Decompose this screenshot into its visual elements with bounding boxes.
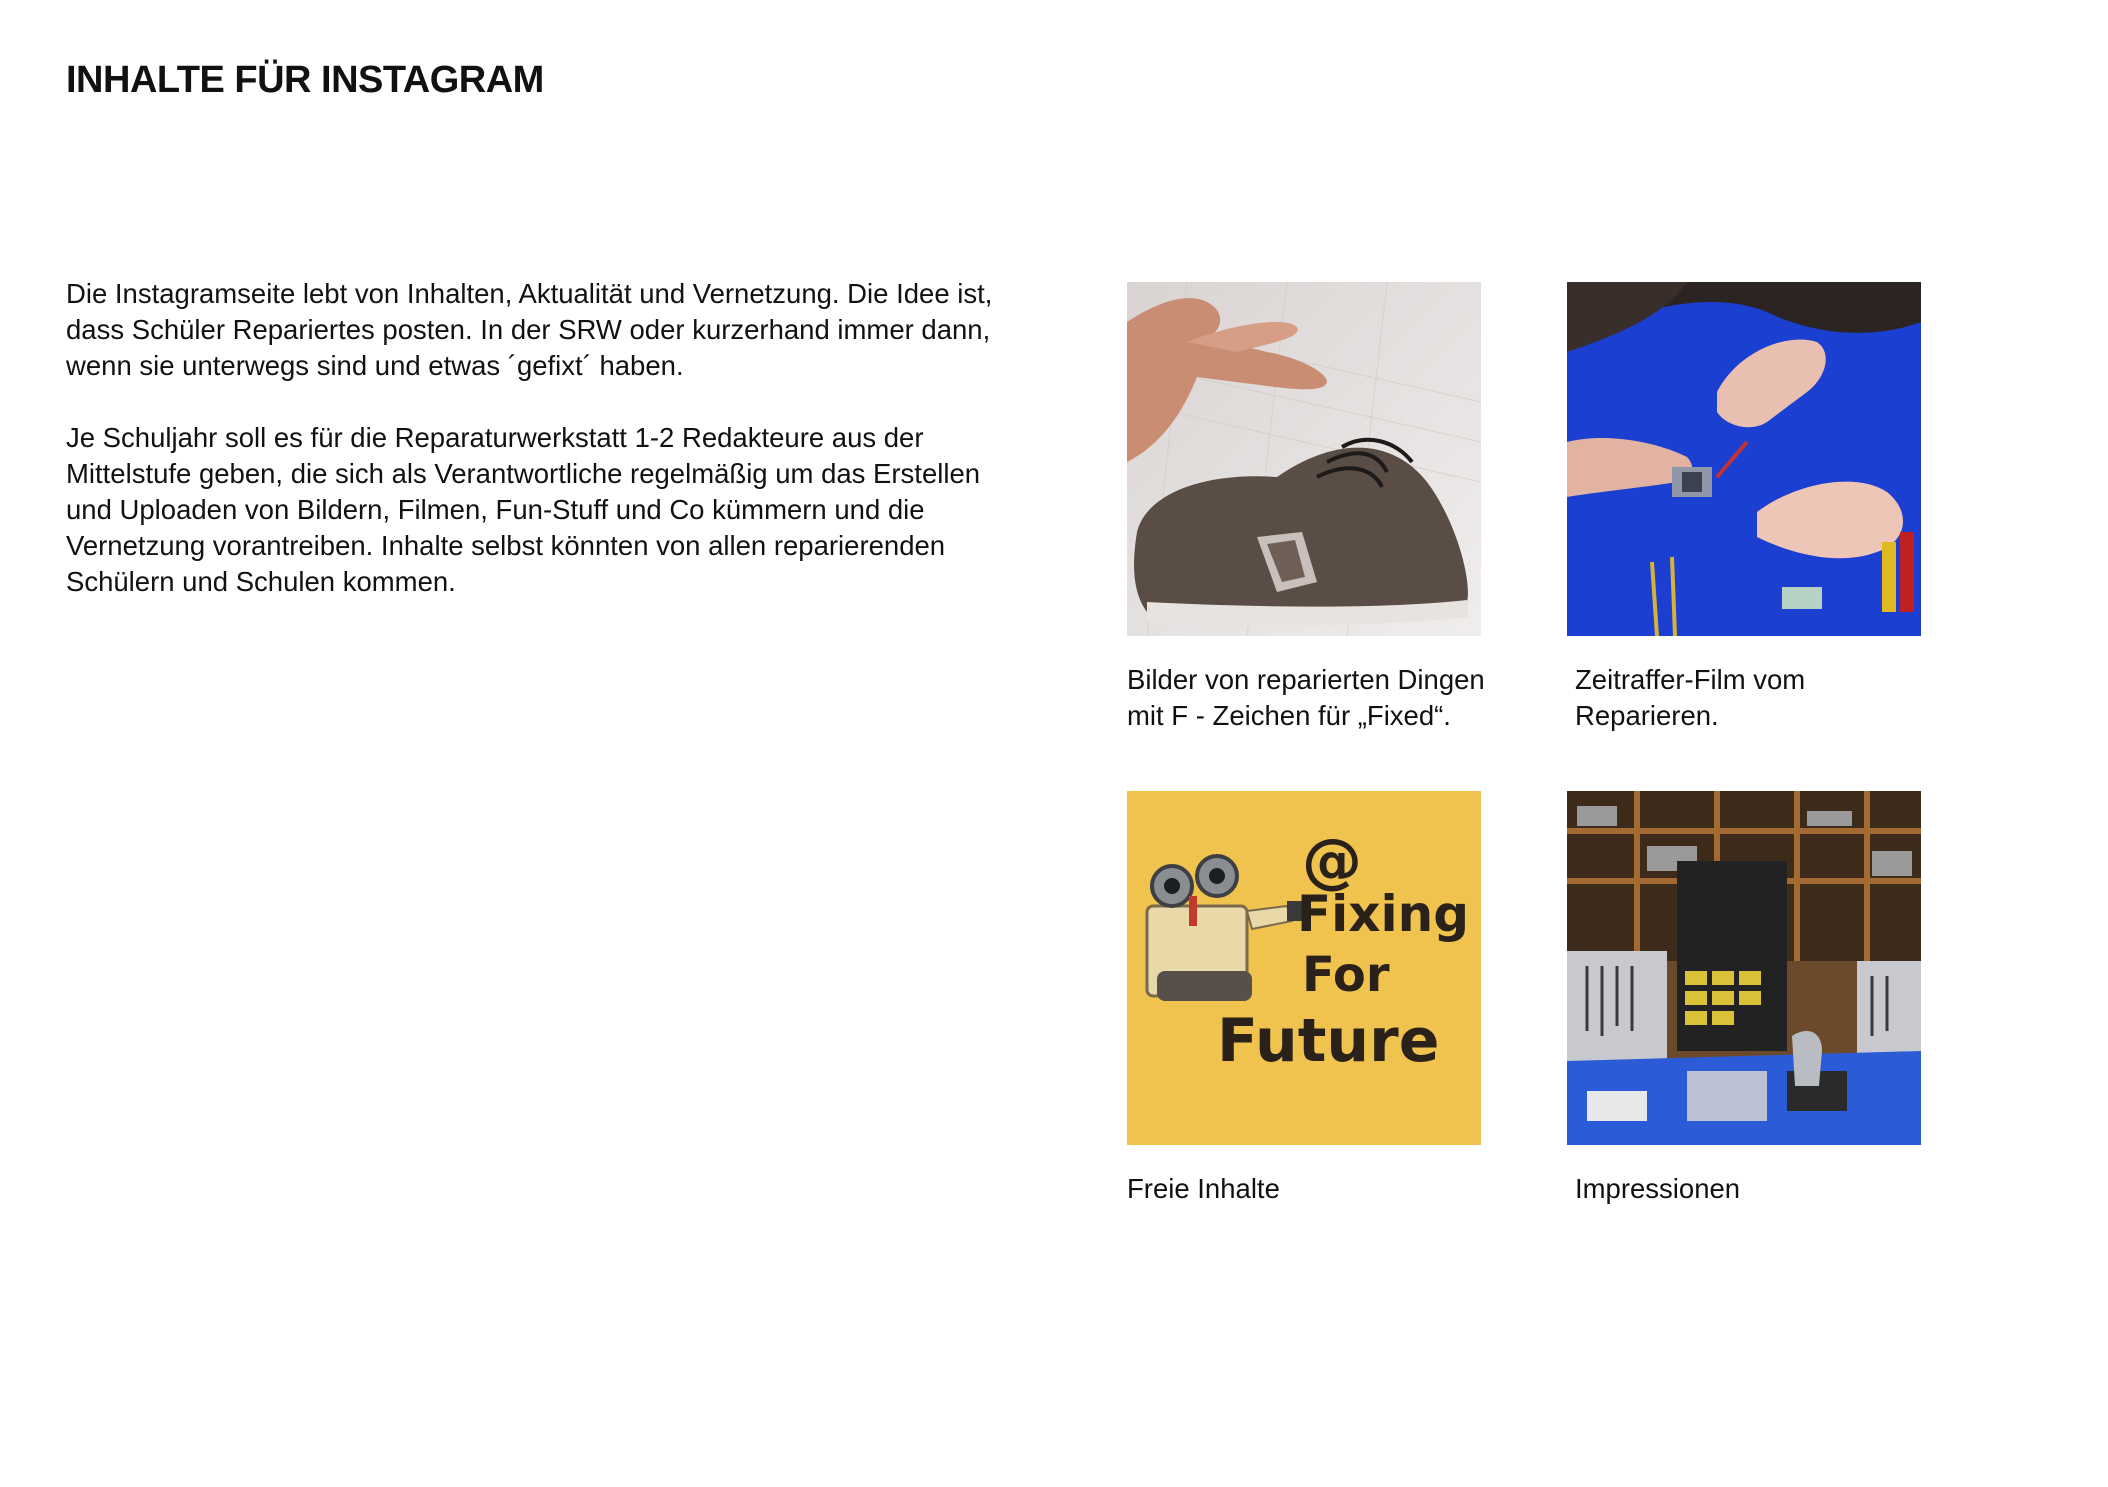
poster-word-future: Future [1217, 1006, 1440, 1076]
workshop-impression-photo [1567, 791, 1921, 1145]
content-tile-free [1127, 791, 1485, 1207]
poster-word-fixing: Fixing [1297, 885, 1470, 943]
intro-paragraph: Die Instagramseite lebt von Inhalten, Aktualität und Vernetzung. Die Idee ist, dass Schüler Repariertes posten. In der SRW oder kurzerhand immer dann, wenn sie unterwegs sind und etwas ´gefixt´ haben. [66, 278, 993, 381]
tile-caption: Zeitraffer-Film vom Reparieren. [1575, 664, 1806, 731]
tile-caption: Freie Inhalte [1127, 1173, 1280, 1204]
tile-caption: Bilder von reparierten Dingen mit F - Zeichen für „Fixed“. [1127, 664, 1485, 731]
page-title: INHALTE FÜR INSTAGRAM [66, 59, 544, 101]
repaired-shoe-photo [1127, 282, 1481, 636]
content-tile-timelapse [1567, 282, 1925, 734]
content-tile-fixed [1127, 282, 1485, 734]
intro-text [66, 276, 1001, 636]
robot-fixing-for-future-photo [1127, 791, 1481, 1145]
poster-word-for: For [1302, 947, 1390, 1003]
poster-at-sign: @ [1302, 826, 1362, 896]
tile-caption: Impressionen [1575, 1173, 1741, 1204]
intro-paragraph: Je Schuljahr soll es für die Reparaturwerkstatt 1-2 Redakteure aus der Mittelstufe geben, die sich als Verantwortliche regelmäßig um das Erstellen und Uploaden von Bildern, Filmen, Fun-Stuff und Co kümmern und die Vernetzung vorantreiben. Inhalte selbst könnten von allen reparierenden Schülern und Schulen kommen. [66, 422, 981, 597]
soldering-hands-photo [1567, 282, 1921, 636]
content-tile-impressions [1567, 791, 1925, 1207]
